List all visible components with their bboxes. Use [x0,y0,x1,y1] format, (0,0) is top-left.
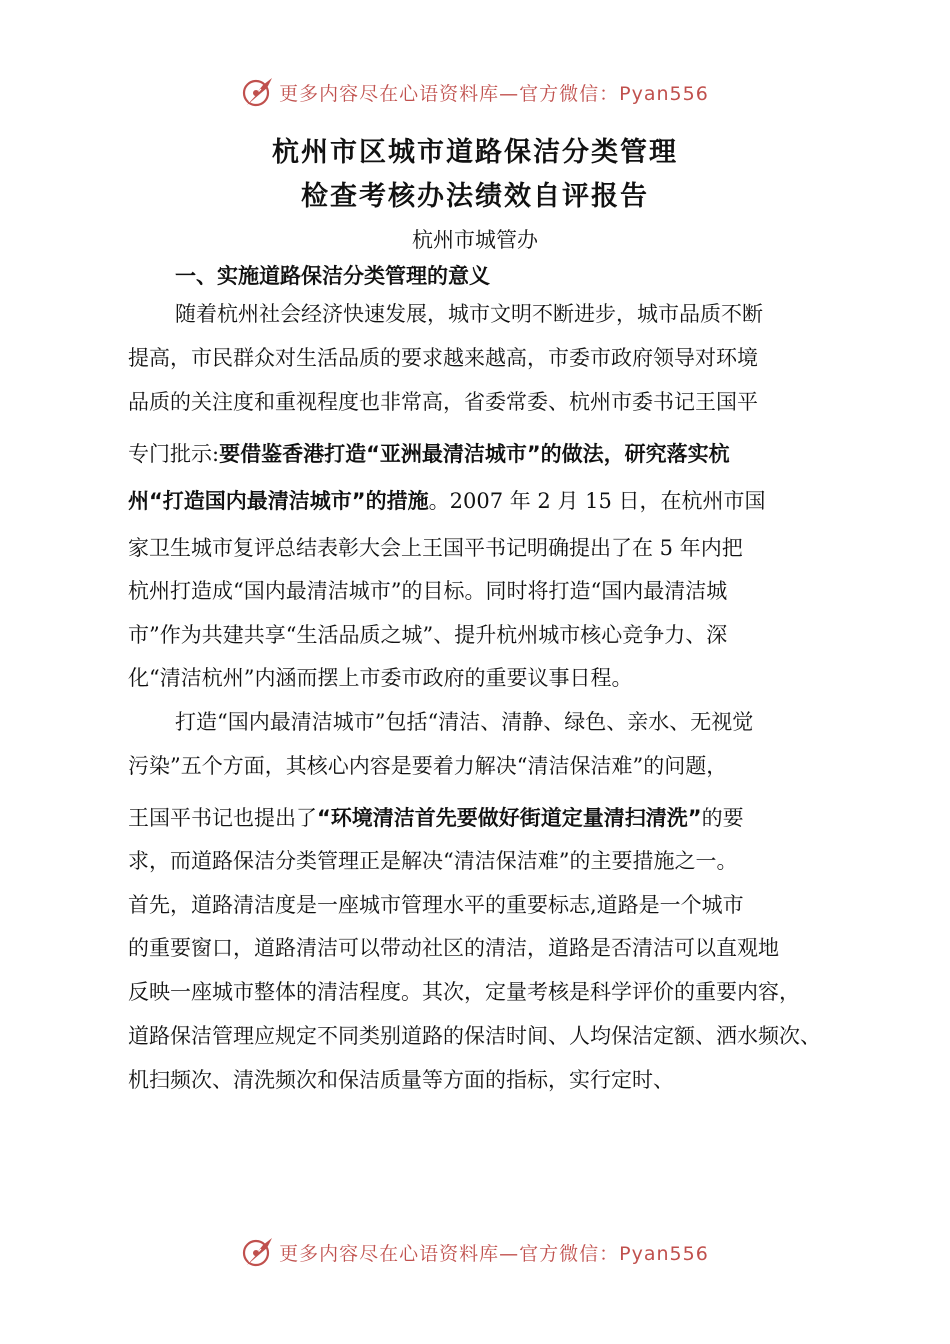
body-line: 市”作为共建共享“生活品质之城”、提升杭州城市核心竞争力、深 [128,623,728,647]
body-line-mixed [128,438,730,468]
body-line: 家卫生城市复评总结表彰大会上王国平书记明确提出了在 5 年内把 [128,536,743,560]
body-line: 的重要窗口，道路清洁可以带动社区的清洁，道路是否清洁可以直观地 [128,936,779,960]
body-text: 专门批示: [128,442,220,466]
body-line: 机扫频次、清洗频次和保洁质量等方面的指标，实行定时、 [128,1068,674,1092]
emphasis-text: “环境清洁首先要做好街道定量清扫清洗” [317,806,702,830]
body-line-mixed [128,802,744,832]
body-line: 道路保洁管理应规定不同类别道路的保洁时间、人均保洁定额、洒水频次、 [128,1024,821,1048]
section-heading: 一、实施道路保洁分类管理的意义 [175,264,490,288]
watermark-banner-top [0,72,950,112]
body-line: 随着杭州社会经济快速发展，城市文明不断进步，城市品质不断 [175,302,763,326]
body-line: 化“清洁杭州”内涵而摆上市委市政府的重要议事日程。 [128,666,633,690]
body-line: 首先，道路清洁度是一座城市管理水平的重要标志,道路是一个城市 [128,893,744,917]
document-title-line2: 检查考核办法绩效自评报告 [301,181,649,212]
body-line: 打造“国内最清洁城市”包括“清洁、清静、绿色、亲水、无视觉 [175,710,754,734]
body-line: 反映一座城市整体的清洁程度。其次，定量考核是科学评价的重要内容， [128,980,800,1004]
body-line: 求，而道路保洁分类管理正是解决“清洁保洁难”的主要措施之一。 [128,849,738,873]
watermark-text: 更多内容尽在心语资料库—官方微信：Pyan556 [279,1242,709,1265]
document-organization: 杭州市城管办 [412,228,538,252]
body-line: 提高，市民群众对生活品质的要求越来越高，市委市政府领导对环境 [128,346,758,370]
body-line: 污染”五个方面，其核心内容是要着力解决“清洁保洁难”的问题， [128,754,728,778]
document-title-line1: 杭州市区城市道路保洁分类管理 [272,137,678,168]
body-line: 品质的关注度和重视程度也非常高，省委常委、杭州市委书记王国平 [128,390,758,414]
emphasis-text: 要借鉴香港打造“亚洲最清洁城市”的做法，研究落实杭 [219,442,730,466]
body-line: 杭州打造成“国内最清洁城市”的目标。同时将打造“国内最清洁城 [128,579,728,603]
body-line-mixed [128,485,766,515]
body-text: 。2007 年 2 月 15 日，在杭州市国 [428,489,766,513]
body-text: 的要 [701,806,744,830]
emphasis-text: 州“打造国内最清洁城市”的措施 [128,489,429,513]
quill-logo-icon [241,1235,275,1269]
watermark-banner-bottom [0,1232,950,1272]
quill-logo-icon [241,75,275,109]
watermark-text: 更多内容尽在心语资料库—官方微信：Pyan556 [279,82,709,105]
body-text: 王国平书记也提出了 [128,806,317,830]
